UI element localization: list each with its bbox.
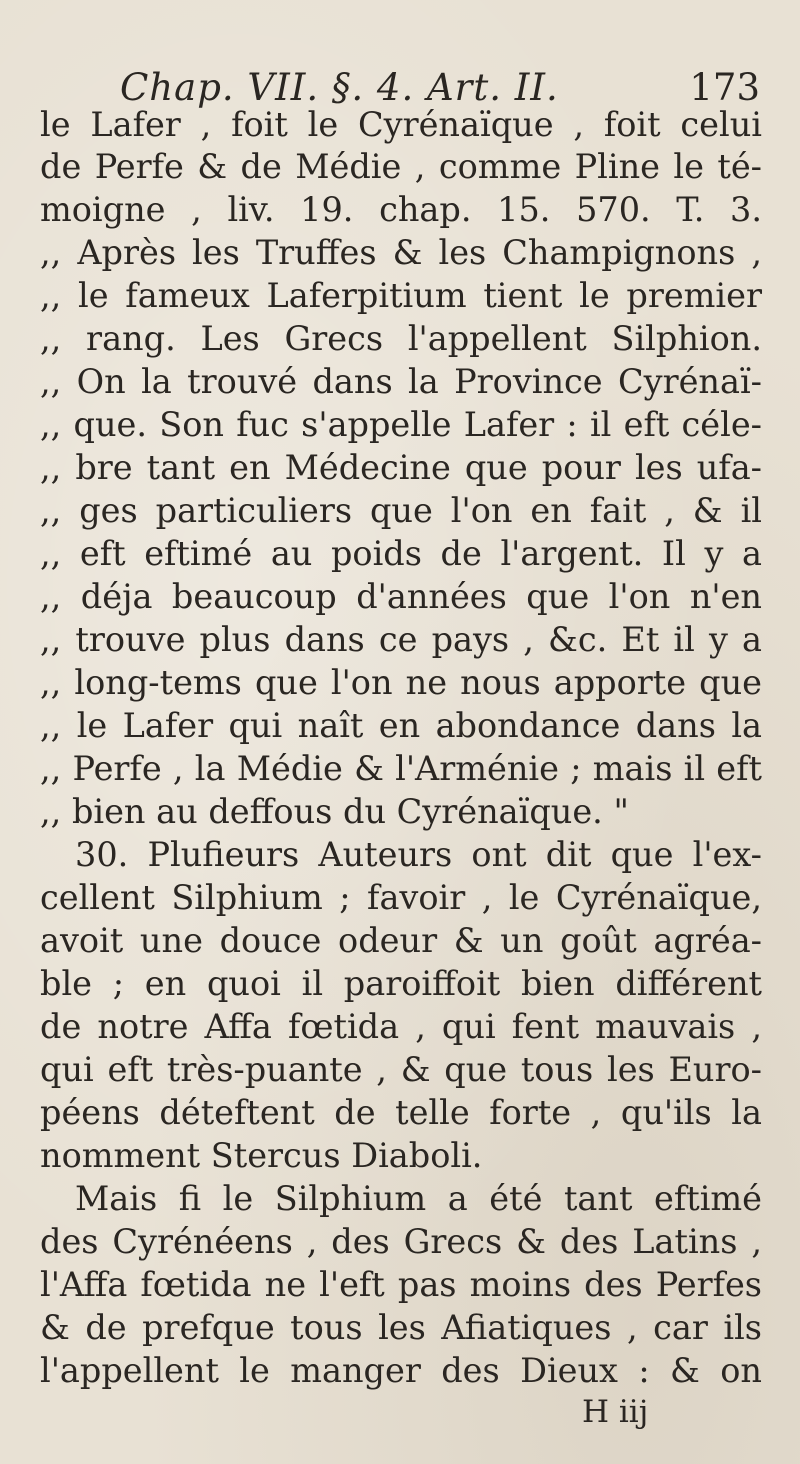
text-line: ,, que. Son fuc s'appelle Lafer : il eft céle- [40,405,762,444]
signature-mark: H iij [582,1394,649,1430]
text-line: & de prefque tous les Afiatiques , car ils [40,1308,762,1347]
text-line: ble ; en quoi il paroiffoit bien différent [40,964,762,1003]
text-line: de Perfe & de Médie , comme Pline le té- [40,147,762,186]
text-line: Mais fi le Silphium a été tant eftimé [75,1179,762,1218]
text-line: ,, Perfe , la Médie & l'Arménie ; mais il eft [40,749,762,788]
text-line: des Cyrénéens , des Grecs & des Latins , [40,1222,762,1261]
text-line: ,, eft eftimé au poids de l'argent. Il y a [40,534,762,573]
text-line: ,, le Lafer qui naît en abondance dans la [40,706,762,745]
text-line: ,, ges particuliers que l'on en fait , & il [40,491,762,530]
page-number: 173 [689,66,760,109]
text-line: 30. Plufieurs Auteurs ont dit que l'ex- [75,835,762,874]
text-line: ,, déja beaucoup d'années que l'on n'en [40,577,762,616]
text-line: avoit une douce odeur & un goût agréa- [40,921,762,960]
text-line: l'Affa fœtida ne l'eft pas moins des Perfes [40,1265,762,1304]
text-line: de notre Affa fœtida , qui fent mauvais , [40,1007,762,1046]
text-line: ,, le fameux Laferpitium tient le premier [40,276,762,315]
text-line: ,, On la trouvé dans la Province Cyrénaï- [40,362,762,401]
text-line: ,, Après les Truffes & les Champignons , [40,233,762,272]
text-line: ,, rang. Les Grecs l'appellent Silphion. [40,319,762,358]
text-line: ,, bre tant en Médecine que pour les ufa- [40,448,762,487]
text-line: péens déteftent de telle forte , qu'ils la [40,1093,762,1132]
text-line: qui eft très-puante , & que tous les Euro- [40,1050,762,1089]
text-line: cellent Silphium ; favoir , le Cyrénaïque, [40,878,762,917]
running-head: Chap. VII. §. 4. Art. II. [120,66,559,109]
text-line: ,, trouve plus dans ce pays , &c. Et il y a [40,620,762,659]
text-line: ,, bien au deffous du Cyrénaïque. " [40,792,629,831]
text-line: ,, long-tems que l'on ne nous apporte que [40,663,762,702]
text-line: nomment Stercus Diaboli. [40,1136,483,1175]
text-line: l'appellent le manger des Dieux : & on [40,1351,762,1390]
text-line: moigne , liv. 19. chap. 15. 570. T. 3. [40,190,762,229]
text-line: le Lafer , foit le Cyrénaïque , foit celui [40,105,762,144]
